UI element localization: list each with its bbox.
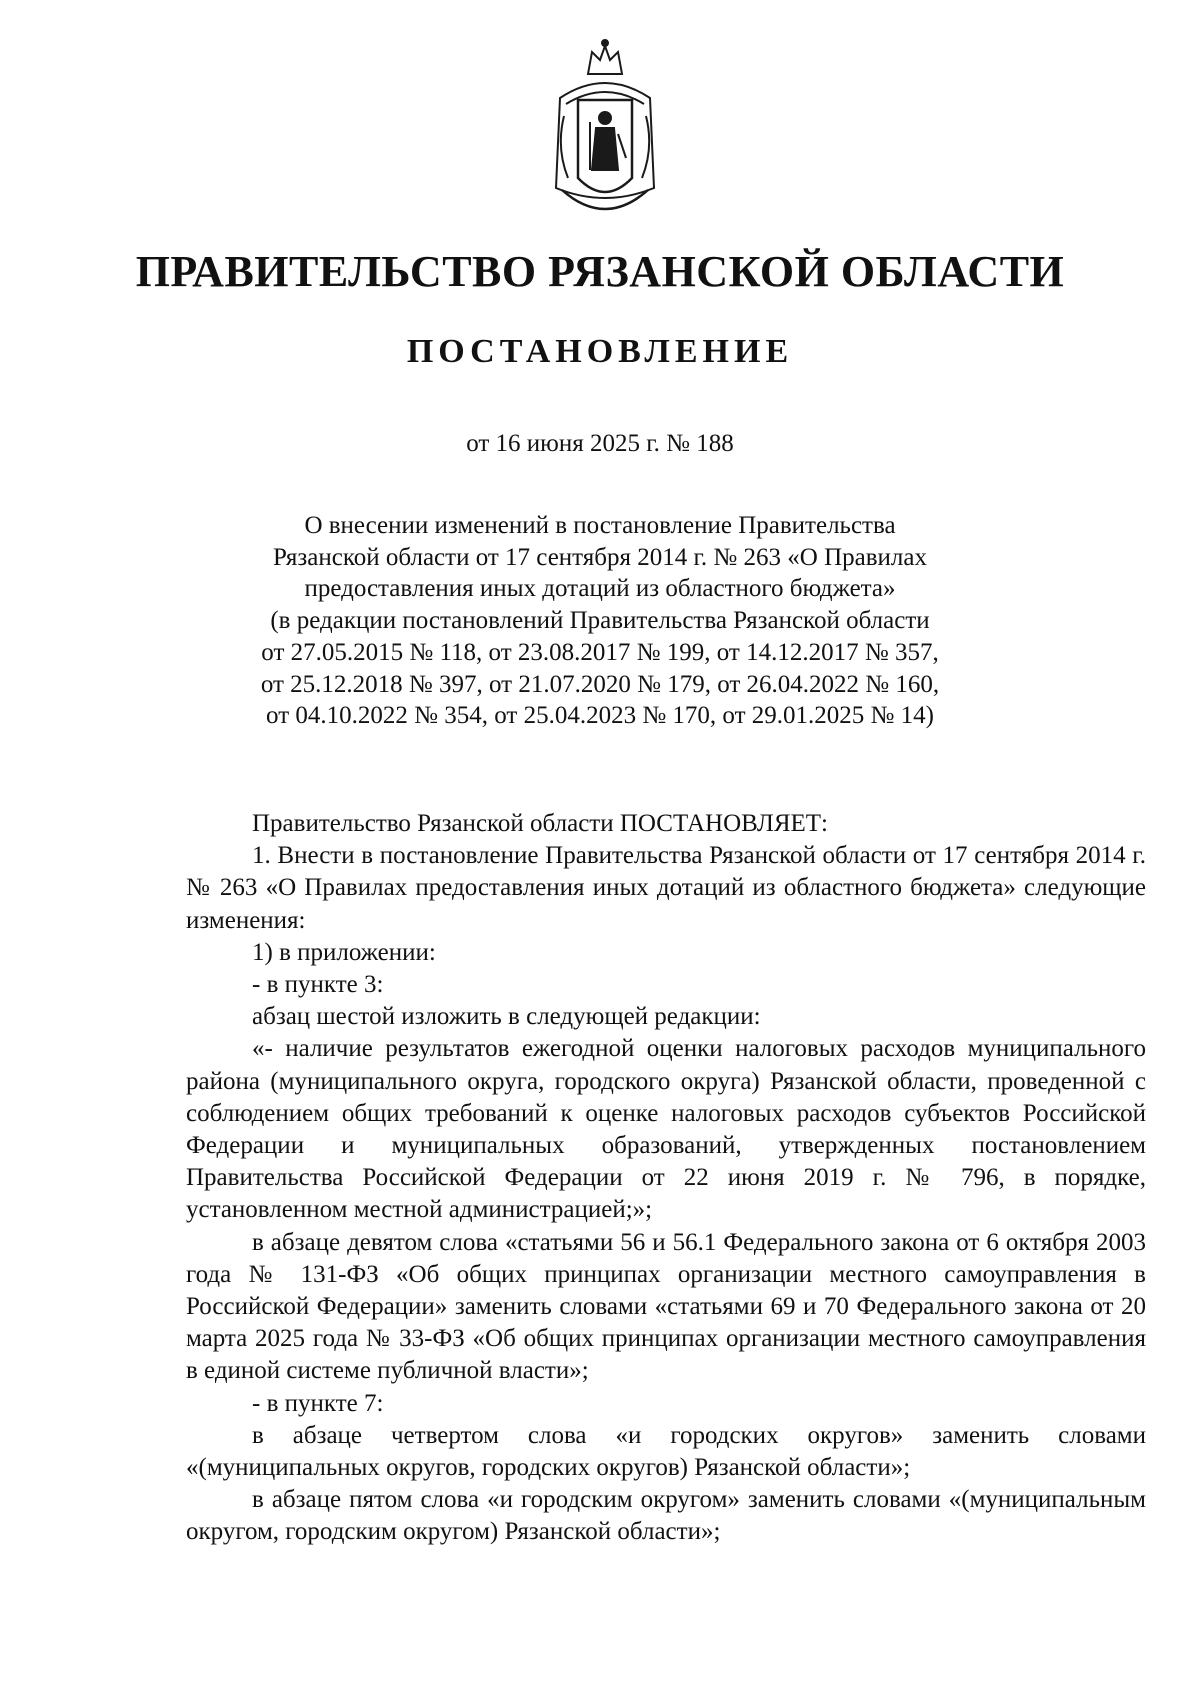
subject-line: О внесении изменений в постановление Правительства: [304, 512, 896, 539]
body-paragraph: в абзаце пятом слова «и городским округом» заменить словами «(муниципальным округом, городским округом) Рязанской области»;: [186, 1486, 1146, 1546]
subject-line: (в редакции постановлений Правительства Рязанской области: [270, 607, 930, 635]
body-paragraph: - в пункте 7:: [252, 1389, 384, 1417]
document-date-number: от 16 июня 2025 г. № 188: [466, 430, 734, 457]
body-paragraph: 1) в приложении:: [252, 938, 436, 966]
subject-line: от 27.05.2015 № 118, от 23.08.2017 № 199, от 14.12.2017 № 357,: [261, 638, 939, 666]
subject-line: Рязанской области от 17 сентября 2014 г. № 263 «О Правилах: [272, 543, 927, 571]
body-paragraph: Правительство Рязанской области ПОСТАНОВЛЯЕТ:: [252, 810, 828, 837]
subject-line: предоставления иных дотаций из областного бюджета»: [304, 575, 896, 603]
document-type-heading: ПОСТАНОВЛЕНИЕ: [406, 333, 794, 370]
organization-title: ПРАВИТЕЛЬСТВО РЯЗАНСКОЙ ОБЛАСТИ: [135, 247, 1065, 296]
body-paragraph: «- наличие результатов ежегодной оценки налоговых расходов муниципального района (муниципального округа, городского округа) Рязанской области, проведенной с соблюдением общих требований к оценке налоговых расходов субъектов Российской Федерации и муниципальных образований, утвержденных постановлением Правительства Российской Федерации от 22 июня 2019 г. № 796, в порядке, установленном местной администрацией;»;: [186, 1035, 1146, 1224]
body-paragraph: абзац шестой изложить в следующей редакции:: [252, 1003, 761, 1031]
document-body: [186, 808, 1146, 1549]
subject-line: от 04.10.2022 № 354, от 25.04.2023 № 170, от 29.01.2025 № 14): [266, 702, 934, 730]
coat-of-arms-icon: [550, 38, 660, 228]
body-paragraph: в абзаце девятом слова «статьями 56 и 56.1 Федерального закона от 6 октября 2003 года № 131-ФЗ «Об общих принципах организации местного самоуправления в Российской Федерации» заменить словами «статьями 69 и 70 Федерального закона от 20 марта 2025 года № 33-ФЗ «Об общих принципах организации местного самоуправления в единой системе публичной власти»;: [186, 1228, 1146, 1385]
document-subject: [230, 510, 970, 732]
body-paragraph: в абзаце четвертом слова «и городских округов» заменить словами «(муниципальных округов, городских округов) Рязанской области»;: [186, 1421, 1146, 1482]
subject-line: от 25.12.2018 № 397, от 21.07.2020 № 179, от 26.04.2022 № 160,: [260, 670, 940, 698]
body-paragraph: - в пункте 3:: [252, 971, 384, 999]
body-paragraph: 1. Внести в постановление Правительства Рязанской области от 17 сентября 2014 г. № 263 «О Правилах предоставления иных дотаций из областного бюджета» следующие изменения:: [186, 842, 1146, 934]
